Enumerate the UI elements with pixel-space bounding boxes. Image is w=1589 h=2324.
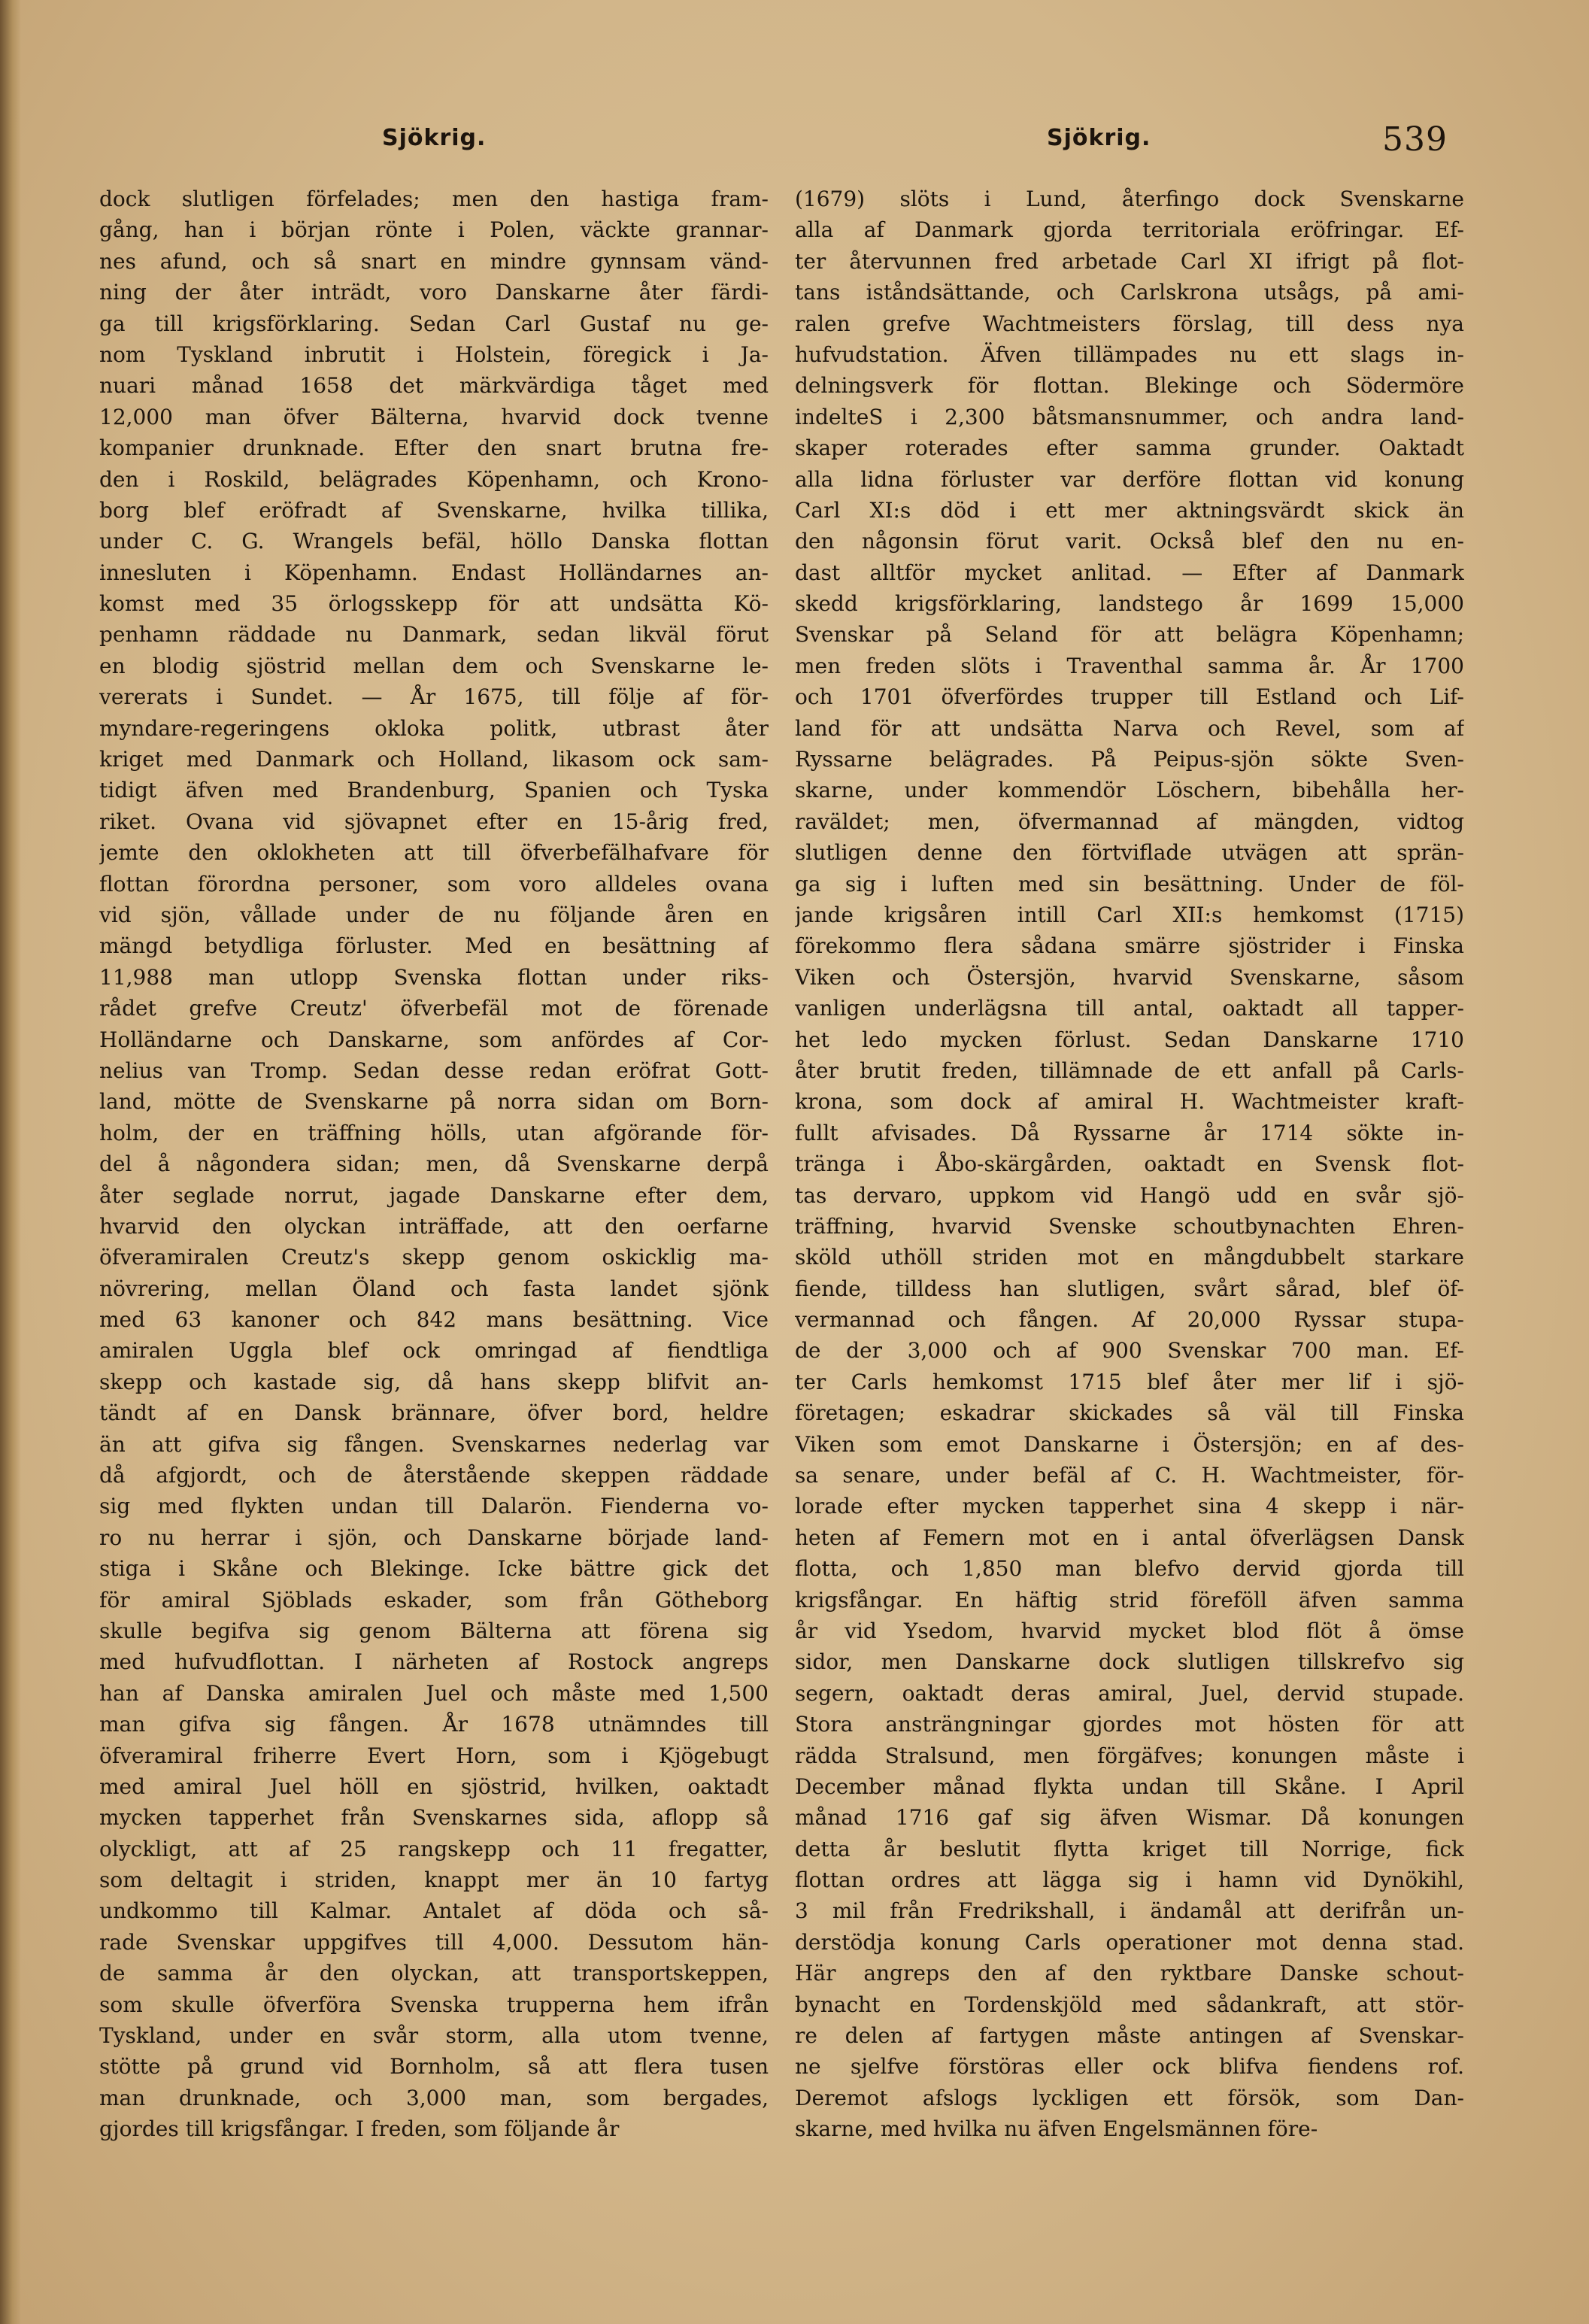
text-line: men freden slöts i Traventhal samma år. År 1700 [795,653,1464,678]
text-line: öfveramiral friherre Evert Horn, som i Kjögebugt [99,1743,769,1768]
text-line: nelius van Tromp. Sedan desse redan eröfrat Gott- [99,1057,769,1083]
text-line: heten af Femern mot en i antal öfverlägsen Dansk [795,1525,1464,1550]
text-line: jemte den oklokheten att till öfverbefälhafvare för [99,840,769,866]
text-line: alla af Danmark gjorda territoriala eröfringar. Ef- [795,217,1464,243]
text-line: 12,000 man öfver Bälterna, hvarvid dock tvenne [99,404,769,429]
text-column-right [795,184,1464,2145]
text-line: ro nu herrar i sjön, och Danskarne började land- [99,1525,769,1550]
text-line: innesluten i Köpenhamn. Endast Holländarnes an- [99,560,769,585]
text-line: komst med 35 örlogsskepp för att undsätta Kö- [99,591,769,617]
page-binding-edge [0,0,21,2324]
text-line: myndare-regeringens okloka politk, utbrast åter [99,715,769,741]
text-line: en blodig sjöstrid mellan dem och Svenskarne le- [99,653,769,678]
text-line: under C. G. Wrangels befäl, höllo Danska flottan [99,529,769,554]
text-line: med hufvudflottan. I närheten af Rostock angreps [99,1649,769,1675]
text-line: borg blef eröfradt af Svenskarne, hvilka tillika, [99,497,769,523]
text-line: amiralen Uggla blef ock omringad af fiendtliga [99,1338,769,1364]
text-line: ter återvunnen fred arbetade Carl XI ifrigt på flot- [795,248,1464,274]
text-line: ga sig i luften med sin besättning. Under de föl- [795,871,1464,897]
text-line: gång, han i början rönte i Polen, väckte grannar- [99,217,769,243]
text-line: Svenskar på Seland för att belägra Köpenhamn; [795,622,1464,648]
text-line: jande krigsåren intill Carl XII:s hemkomst (1715) [795,902,1464,927]
text-line: man gifva sig fången. År 1678 utnämndes till [99,1712,769,1737]
text-line: tans iståndsättande, och Carlskrona utsågs, på ami- [795,280,1464,305]
text-line: vid sjön, vållade under de nu följande åren en [99,902,769,927]
text-line: ralen grefve Wachtmeisters förslag, till dess nya [795,311,1464,336]
text-line: derstödja konung Carls operationer mot denna stad. [795,1929,1464,1955]
text-line: de der 3,000 och af 900 Svenskar 700 man. Ef- [795,1338,1464,1364]
text-line: riket. Ovana vid sjövapnet efter en 15-årig fred, [99,809,769,834]
text-line: re delen af fartygen måste antingen af Svenskar- [795,2023,1464,2049]
text-line: sidor, men Danskarne dock slutligen tillskrefvo sig [795,1649,1464,1675]
text-line: nes afund, och så snart en mindre gynnsam vänd- [99,248,769,274]
text-line: sig med flykten undan till Dalarön. Fienderna vo- [99,1494,769,1519]
text-line: Tyskland, under en svår storm, alla utom tvenne, [99,2023,769,2049]
text-line: de samma år den olyckan, att transportskeppen, [99,1961,769,1986]
text-line: månad 1716 gaf sig äfven Wismar. Då konungen [795,1805,1464,1831]
text-line: hufvudstation. Äfven tillämpades nu ett slags in- [795,341,1464,367]
text-line: stötte på grund vid Bornholm, så att flera tusen [99,2054,769,2080]
text-line: rade Svenskar uppgifves till 4,000. Dessutom hän- [99,1929,769,1955]
text-line: Ryssarne belägrades. På Peipus-sjön sökte Sven- [795,747,1464,772]
text-line: kriget med Danmark och Holland, likasom ock sam- [99,747,769,772]
text-line: den någonsin förut varit. Också blef den nu en- [795,529,1464,554]
page-header [0,120,1589,170]
text-line: del å någondera sidan; men, då Svenskarne derpå [99,1151,769,1177]
text-line: vererats i Sundet. — År 1675, till följe af för- [99,684,769,710]
text-line: förekommo flera sådana smärre sjöstrider i Finska [795,933,1464,959]
text-line: detta år beslutit flytta kriget till Norrige, fick [795,1836,1464,1861]
text-line: den i Roskild, belägrades Köpenhamn, och Krono- [99,466,769,492]
text-line: Stora ansträngningar gjordes mot hösten för att [795,1712,1464,1737]
text-line: år vid Ysedom, hvarvid mycket blod flöt å ömse [795,1618,1464,1643]
text-line: skepp och kastade sig, då hans skepp blifvit an- [99,1369,769,1394]
text-line: Carl XI:s död i ett mer aktningsvärdt skick än [795,497,1464,523]
text-line: 11,988 man utlopp Svenska flottan under riks- [99,964,769,990]
text-line: 3 mil från Fredrikshall, i ändamål att derifrån un- [795,1898,1464,1924]
text-line: kompanier drunknade. Efter den snart brutna fre- [99,435,769,461]
text-line: då afgjordt, och de återstående skeppen räddade [99,1463,769,1488]
text-line: fiende, tilldess han slutligen, svårt sårad, blef öf- [795,1276,1464,1301]
text-line: Viken som emot Danskarne i Östersjön; en af des- [795,1431,1464,1457]
text-line: undkommo till Kalmar. Antalet af döda och så- [99,1898,769,1924]
text-line: åter brutit freden, tillämnade de ett anfall på Carls- [795,1057,1464,1083]
text-line: mängd betydliga förluster. Med en besättning af [99,933,769,959]
text-line: åter seglade norrut, jagade Danskarne efter dem, [99,1182,769,1208]
text-line: flottan ordres att lägga sig i hamn vid Dynökihl, [795,1867,1464,1893]
text-line: holm, der en träffning hölls, utan afgörande för- [99,1120,769,1145]
text-line: penhamn räddade nu Danmark, sedan likväl förut [99,622,769,648]
text-line: öfveramiralen Creutz's skepp genom oskicklig ma- [99,1245,769,1270]
text-line: som skulle öfverföra Svenska trupperna hem ifrån [99,1992,769,2017]
text-line: vermannad och fången. Af 20,000 Ryssar stupa- [795,1307,1464,1333]
text-line: än att gifva sig fången. Svenskarnes nederlag var [99,1431,769,1457]
text-line: mycken tapperhet från Svenskarnes sida, aflopp så [99,1805,769,1831]
text-line: land för att undsätta Narva och Revel, som af [795,715,1464,741]
text-line: vanligen underlägsna till antal, oaktadt all tapper- [795,996,1464,1021]
text-line: tidigt äfven med Brandenburg, Spanien och Tyska [99,778,769,803]
text-line: skarne, under kommendör Löschern, bibehålla her- [795,778,1464,803]
text-line: tändt af en Dansk brännare, öfver bord, heldre [99,1400,769,1426]
text-line: olyckligt, att af 25 rangskepp och 11 fregatter, [99,1836,769,1861]
text-line: man drunknade, och 3,000 man, som bergades, [99,2085,769,2110]
text-line: sa senare, under befäl af C. H. Wachtmeister, för- [795,1463,1464,1488]
text-line: het ledo mycken förlust. Sedan Danskarne 1710 [795,1027,1464,1052]
text-line: träffning, hvarvid Svenske schoutbynachten Ehren- [795,1213,1464,1239]
text-line: Deremot afslogs lyckligen ett försök, som Dan- [795,2085,1464,2110]
text-line: företagen; eskadrar skickades så väl till Finska [795,1400,1464,1426]
text-line: delningsverk för flottan. Blekinge och Södermöre [795,373,1464,399]
text-line: som deltagit i striden, knappt mer än 10 fartyg [99,1867,769,1893]
text-line: han af Danska amiralen Juel och måste med 1,500 [99,1680,769,1706]
text-line: ter Carls hemkomst 1715 blef åter mer lif i sjö- [795,1369,1464,1394]
text-line: rädda Stralsund, men förgäfves; konungen måste i [795,1743,1464,1768]
text-line: nom Tyskland inbrutit i Holstein, föregick i Ja- [99,341,769,367]
text-line: sköld uthöll striden mot en mångdubbelt starkare [795,1245,1464,1270]
text-line: för amiral Sjöblads eskader, som från Götheborg [99,1587,769,1613]
text-line: raväldet; men, öfvermannad af mängden, vidtog [795,809,1464,834]
text-line: indelteS i 2,300 båtsmansnummer, och andra land- [795,404,1464,429]
text-line: skedd krigsförklaring, landstego år 1699 15,000 [795,591,1464,617]
text-line: tas dervaro, uppkom vid Hangö udd en svår sjö- [795,1182,1464,1208]
text-line: skulle begifva sig genom Bälterna att förena sig [99,1618,769,1643]
text-line: ne sjelfve förstöras eller ock blifva fiendens rof. [795,2054,1464,2080]
text-line: Här angreps den af den ryktbare Danske schout- [795,1961,1464,1986]
text-line: dock slutligen förfelades; men den hastiga fram- [99,187,769,211]
page-number: 539 [1382,120,1448,159]
text-line: gjordes till krigsfångar. I freden, som följande år [99,2116,620,2142]
text-line: land, mötte de Svenskarne på norra sidan om Born- [99,1089,769,1115]
text-line: med amiral Juel höll en sjöstrid, hvilken, oaktadt [99,1773,769,1799]
text-line: December månad flykta undan till Skåne. I April [795,1773,1464,1799]
text-line: flottan förordna personer, som voro alldeles ovana [99,871,769,897]
text-line: dast alltför mycket anlitad. — Efter af Danmark [795,560,1464,585]
text-line: alla lidna förluster var derföre flottan vid konung [795,466,1464,492]
text-line: slutligen denne den förtviflade utvägen att sprän- [795,840,1464,866]
running-title-right: Sjökrig. [1047,125,1151,151]
text-line: med 63 kanoner och 842 mans besättning. Vice [99,1307,769,1333]
text-line: fullt afvisades. Då Ryssarne år 1714 sökte in- [795,1120,1464,1145]
text-line: skarne, med hvilka nu äfven Engelsmännen före- [795,2116,1318,2142]
text-line: krona, som dock af amiral H. Wachtmeister kraft- [795,1089,1464,1115]
text-line: lorade efter mycken tapperhet sina 4 skepp i när- [795,1494,1464,1519]
text-line: skaper roterades efter samma grunder. Oaktadt [795,435,1464,461]
running-title-left: Sjökrig. [382,125,487,151]
text-line: stiga i Skåne och Blekinge. Icke bättre gick det [99,1556,769,1582]
text-line: ga till krigsförklaring. Sedan Carl Gustaf nu ge- [99,311,769,336]
text-line: hvarvid den olyckan inträffade, att den oerfarne [99,1213,769,1239]
text-line: rådet grefve Creutz' öfverbefäl mot de förenade [99,996,769,1021]
text-line: növrering, mellan Öland och fasta landet sjönk [99,1276,769,1301]
text-line: (1679) slöts i Lund, återfingo dock Svenskarne [795,187,1464,211]
text-line: Viken och Östersjön, hvarvid Svenskarne, såsom [795,964,1464,990]
text-line: flotta, och 1,850 man blefvo dervid gjorda till [795,1556,1464,1582]
text-line: ning der åter inträdt, voro Danskarne åter färdi- [99,280,769,305]
text-line: segern, oaktadt deras amiral, Juel, dervid stupade. [795,1680,1464,1706]
text-line: tränga i Åbo-skärgården, oaktadt en Svensk flot- [795,1151,1464,1177]
text-line: och 1701 öfverfördes trupper till Estland och Lif- [795,684,1464,710]
text-line: Holländarne och Danskarne, som anfördes af Cor- [99,1027,769,1052]
text-line: krigsfångar. En häftig strid föreföll äfven samma [795,1587,1464,1613]
text-column-left [99,184,769,2145]
text-line: nuari månad 1658 det märkvärdiga tåget med [99,373,769,399]
text-line: bynacht en Tordenskjöld med sådankraft, att stör- [795,1992,1464,2017]
